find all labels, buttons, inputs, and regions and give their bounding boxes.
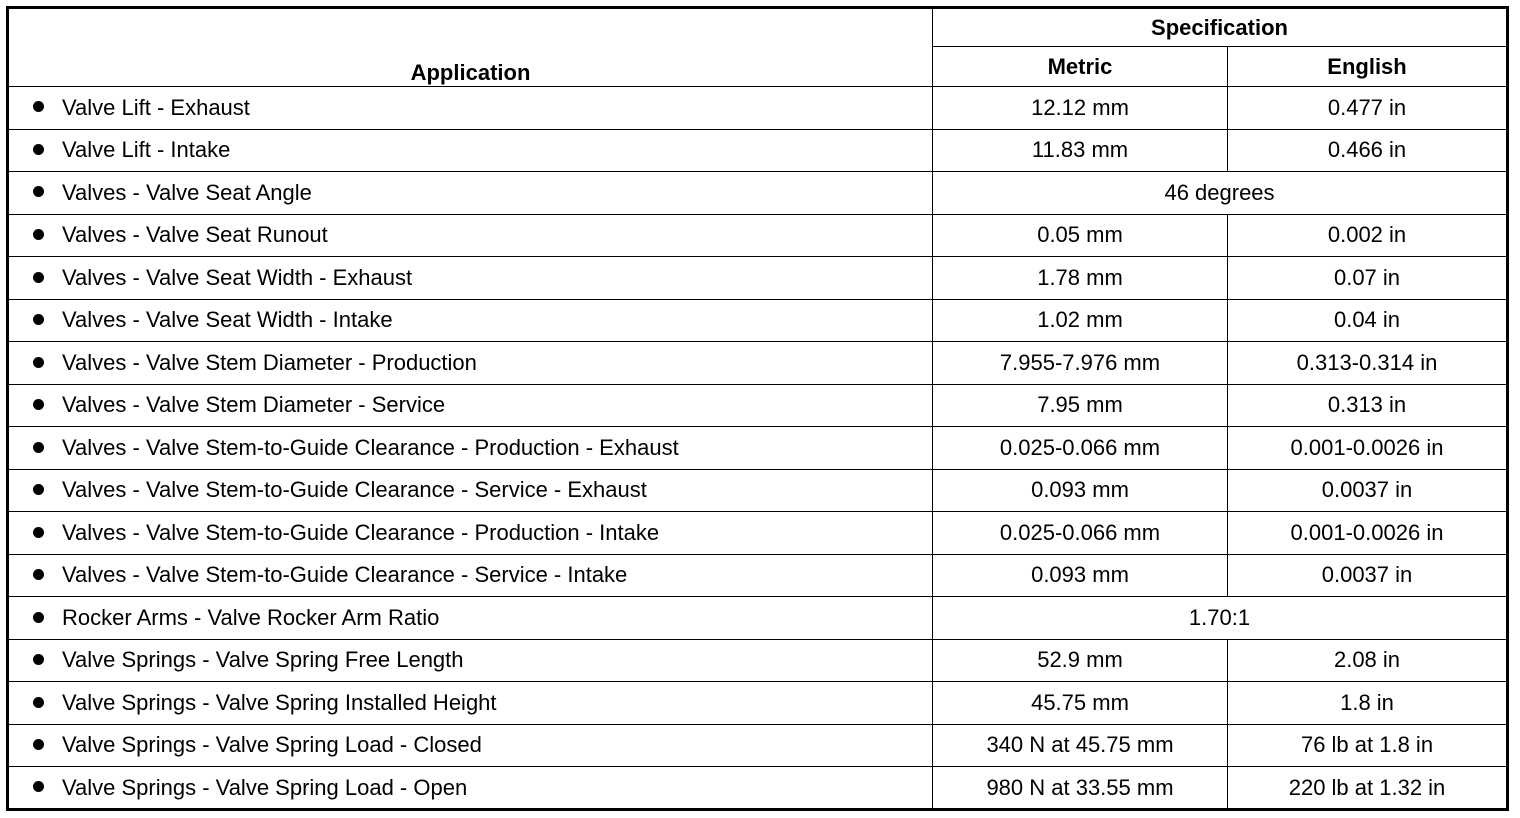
english-value-cell: 0.0037 in	[1228, 554, 1508, 597]
bullet-icon	[33, 527, 44, 538]
application-label: Valves - Valve Stem-to-Guide Clearance - Production - Exhaust	[62, 434, 679, 460]
combined-value-cell: 46 degrees	[933, 172, 1508, 215]
english-value-cell: 0.313-0.314 in	[1228, 342, 1508, 385]
application-cell	[8, 724, 933, 767]
table-row	[8, 597, 1508, 640]
metric-value-cell: 0.025-0.066 mm	[933, 427, 1228, 470]
bullet-icon	[33, 442, 44, 453]
application-label: Valves - Valve Seat Width - Intake	[62, 307, 393, 333]
english-value-cell: 76 lb at 1.8 in	[1228, 724, 1508, 767]
table-row	[8, 639, 1508, 682]
table-row	[8, 554, 1508, 597]
application-label: Valve Springs - Valve Spring Load - Open	[62, 774, 468, 800]
application-cell	[8, 512, 933, 555]
application-cell	[8, 597, 933, 640]
table-row	[8, 767, 1508, 810]
english-value-cell: 2.08 in	[1228, 639, 1508, 682]
application-label: Valves - Valve Seat Width - Exhaust	[62, 264, 413, 290]
application-cell	[8, 214, 933, 257]
metric-header: Metric	[933, 47, 1228, 87]
table-row	[8, 299, 1508, 342]
application-label: Valves - Valve Seat Angle	[62, 179, 312, 205]
application-cell	[8, 299, 933, 342]
bullet-icon	[33, 484, 44, 495]
combined-value-cell: 1.70:1	[933, 597, 1508, 640]
metric-value-cell: 980 N at 33.55 mm	[933, 767, 1228, 810]
english-value-cell: 1.8 in	[1228, 682, 1508, 725]
application-label: Rocker Arms - Valve Rocker Arm Ratio	[62, 604, 440, 630]
application-cell	[8, 639, 933, 682]
metric-value-cell: 52.9 mm	[933, 639, 1228, 682]
application-cell	[8, 767, 933, 810]
english-value-cell: 0.001-0.0026 in	[1228, 427, 1508, 470]
metric-value-cell: 340 N at 45.75 mm	[933, 724, 1228, 767]
metric-value-cell: 11.83 mm	[933, 129, 1228, 172]
application-cell	[8, 469, 933, 512]
bullet-icon	[33, 357, 44, 368]
bullet-icon	[33, 612, 44, 623]
bullet-icon	[33, 781, 44, 792]
table-row	[8, 87, 1508, 130]
english-value-cell: 0.0037 in	[1228, 469, 1508, 512]
metric-value-cell: 7.95 mm	[933, 384, 1228, 427]
application-label: Valves - Valve Stem Diameter - Production	[62, 349, 477, 375]
bullet-icon	[33, 314, 44, 325]
metric-value-cell: 0.05 mm	[933, 214, 1228, 257]
bullet-icon	[33, 569, 44, 580]
table-header	[8, 8, 1508, 87]
table-row	[8, 214, 1508, 257]
table-row	[8, 469, 1508, 512]
bullet-icon	[33, 101, 44, 112]
bullet-icon	[33, 654, 44, 665]
english-value-cell: 0.04 in	[1228, 299, 1508, 342]
application-label: Valve Lift - Intake	[62, 137, 231, 163]
metric-value-cell: 1.02 mm	[933, 299, 1228, 342]
metric-value-cell: 12.12 mm	[933, 87, 1228, 130]
application-label: Valve Springs - Valve Spring Installed Height	[62, 689, 497, 715]
application-cell	[8, 427, 933, 470]
english-value-cell: 0.002 in	[1228, 214, 1508, 257]
metric-value-cell: 0.093 mm	[933, 469, 1228, 512]
table-row	[8, 427, 1508, 470]
specification-header: Specification	[933, 8, 1508, 47]
spec-table	[6, 6, 1509, 811]
metric-value-cell: 0.025-0.066 mm	[933, 512, 1228, 555]
metric-value-cell: 45.75 mm	[933, 682, 1228, 725]
table-row	[8, 512, 1508, 555]
bullet-icon	[33, 739, 44, 750]
table-row	[8, 384, 1508, 427]
bullet-icon	[33, 272, 44, 283]
application-label: Valves - Valve Stem Diameter - Service	[62, 392, 446, 418]
application-label: Valve Springs - Valve Spring Load - Closed	[62, 732, 482, 758]
application-cell	[8, 129, 933, 172]
table-row	[8, 342, 1508, 385]
application-header: Application	[8, 8, 933, 87]
application-label: Valves - Valve Stem-to-Guide Clearance - Production - Intake	[62, 519, 660, 545]
bullet-icon	[33, 697, 44, 708]
application-cell	[8, 257, 933, 300]
application-cell	[8, 682, 933, 725]
bullet-icon	[33, 399, 44, 410]
metric-value-cell: 7.955-7.976 mm	[933, 342, 1228, 385]
english-value-cell: 0.313 in	[1228, 384, 1508, 427]
metric-value-cell: 1.78 mm	[933, 257, 1228, 300]
application-cell	[8, 87, 933, 130]
application-cell	[8, 384, 933, 427]
table-body	[8, 87, 1508, 810]
application-label: Valves - Valve Seat Runout	[62, 222, 328, 248]
english-value-cell: 220 lb at 1.32 in	[1228, 767, 1508, 810]
application-label: Valve Springs - Valve Spring Free Length	[62, 647, 464, 673]
application-label: Valves - Valve Stem-to-Guide Clearance - Service - Intake	[62, 562, 628, 588]
bullet-icon	[33, 186, 44, 197]
application-label: Valves - Valve Stem-to-Guide Clearance - Service - Exhaust	[62, 477, 647, 503]
english-header: English	[1228, 47, 1508, 87]
table-row	[8, 724, 1508, 767]
table-row	[8, 682, 1508, 725]
english-value-cell: 0.001-0.0026 in	[1228, 512, 1508, 555]
metric-value-cell: 0.093 mm	[933, 554, 1228, 597]
application-label: Valve Lift - Exhaust	[62, 94, 250, 120]
bullet-icon	[33, 229, 44, 240]
application-cell	[8, 342, 933, 385]
english-value-cell: 0.466 in	[1228, 129, 1508, 172]
application-cell	[8, 172, 933, 215]
table-row	[8, 129, 1508, 172]
bullet-icon	[33, 144, 44, 155]
application-cell	[8, 554, 933, 597]
english-value-cell: 0.07 in	[1228, 257, 1508, 300]
table-row	[8, 172, 1508, 215]
table-row	[8, 257, 1508, 300]
english-value-cell: 0.477 in	[1228, 87, 1508, 130]
